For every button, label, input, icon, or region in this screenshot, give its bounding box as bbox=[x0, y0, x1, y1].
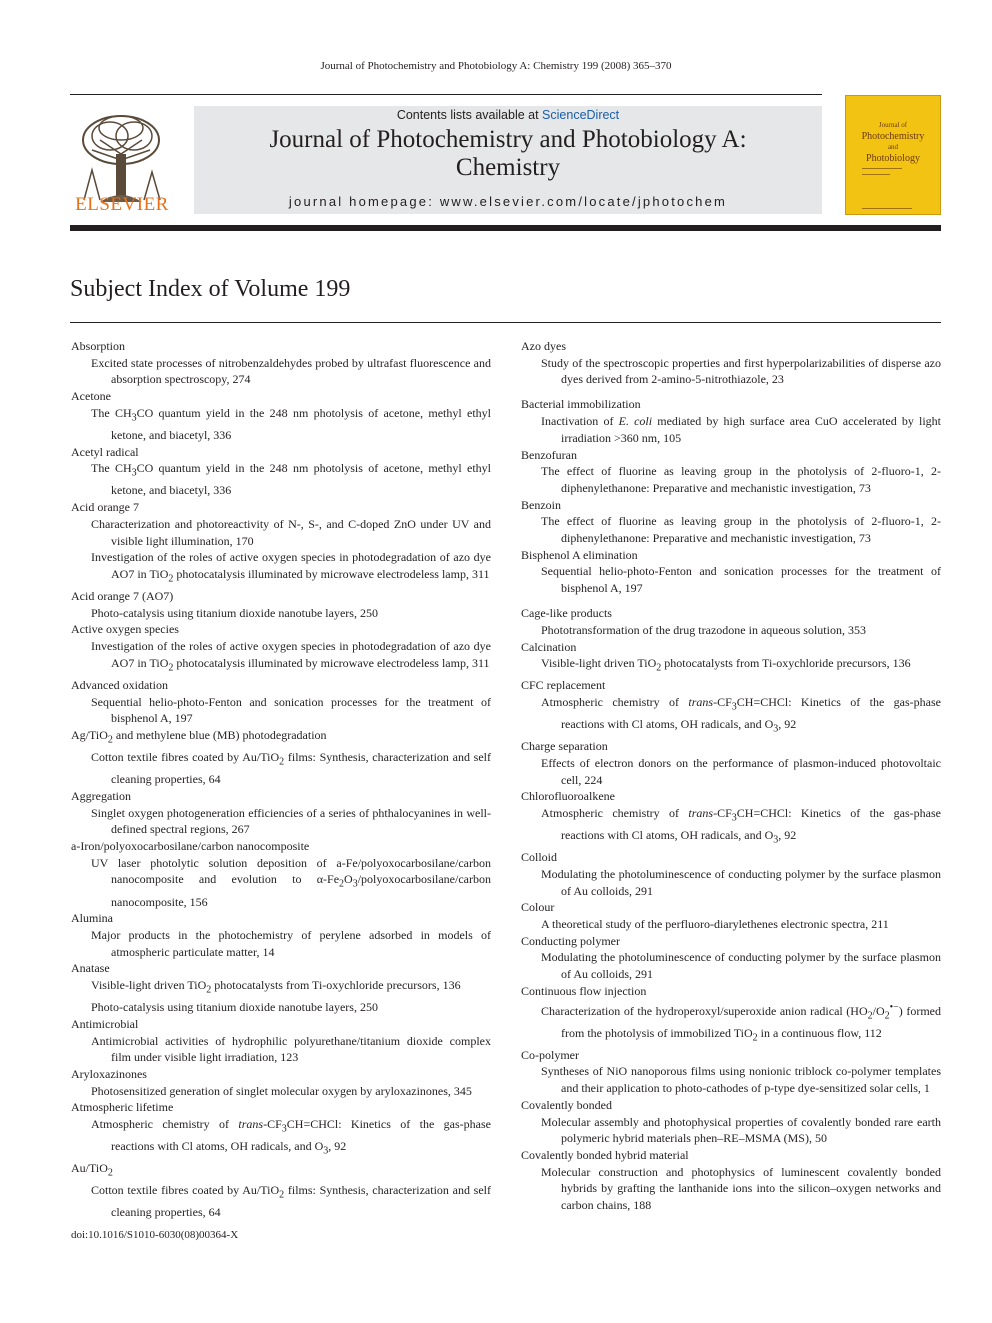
index-term: Co-polymer bbox=[521, 1047, 579, 1062]
index-term: Anatase bbox=[71, 961, 110, 976]
index-term: Chlorofluoroalkene bbox=[521, 789, 615, 804]
cover-decoration bbox=[862, 174, 890, 175]
index-term: Bisphenol A elimination bbox=[521, 547, 638, 562]
index-term: Benzofuran bbox=[521, 447, 577, 462]
running-head: Journal of Photochemistry and Photobiology A: Chemistry 199 (2008) 365–370 bbox=[320, 60, 672, 72]
index-term: a-Iron/polyoxocarbosilane/carbon nanocomposite bbox=[71, 839, 310, 854]
index-term: Absorption bbox=[71, 339, 125, 353]
journal-title-line2: Chemistry bbox=[455, 154, 561, 181]
index-term: Covalently bonded bbox=[521, 1097, 612, 1112]
index-entry: Syntheses of NiO nanoporous films using nonionic triblock co-polymer templates and their application to photo-cathodes of p-type dye-sensitized solar cells, 1 bbox=[541, 1064, 941, 1096]
index-term: Alumina bbox=[71, 911, 113, 926]
index-term: Continuous flow injection bbox=[521, 983, 647, 998]
index-term: Bacterial immobilization bbox=[521, 397, 641, 412]
doi[interactable]: doi:10.1016/S1010-6030(08)00364-X bbox=[71, 1229, 239, 1241]
index-entry: Major products in the photochemistry of perylene adsorbed in models of atmospheric particulate matter, 14 bbox=[91, 927, 491, 959]
top-rule bbox=[70, 94, 822, 95]
index-entry: Atmospheric chemistry of trans-$CF_3CH=CHCl$: Kinetics of the gas-phase reactions with Cl atoms, OH radicals, and $O_3$, 92 bbox=[91, 1117, 491, 1157]
index-entry: Atmospheric chemistry of trans-$CF_3CH=CHCl$: Kinetics of the gas-phase reactions with Cl atoms, OH radicals, and $O_3$, 92 bbox=[541, 695, 941, 735]
index-term: Cage-like products bbox=[521, 606, 612, 621]
index-entry: Singlet oxygen photogeneration efficiencies of a series of phthalocyanines in well-defined spectral regions, 267 bbox=[91, 805, 491, 837]
index-term: Conducting polymer bbox=[521, 933, 620, 948]
index-entry: Excited state processes of nitrobenzaldehydes probed by ultrafast fluorescence and absorption spectroscopy, 274 bbox=[91, 355, 491, 387]
index-entry: Modulating the photoluminescence of conducting polymer by the surface plasmon of Au colloids, 291 bbox=[541, 866, 941, 898]
masthead bbox=[70, 94, 941, 232]
index-term: Ag/TiO$_2$ and methylene blue (MB) photodegradation bbox=[71, 728, 327, 746]
index-entry: Inactivation of E. coli mediated by high surface area CuO accelerated by light irradiation >360 nm, 105 bbox=[541, 414, 941, 445]
elsevier-wordmark: ELSEVIER bbox=[75, 194, 169, 215]
index-entry: Antimicrobial activities of hydrophilic polyurethane/titanium dioxide complex film under visible light irradiation, 123 bbox=[91, 1033, 491, 1065]
cover-line3: and bbox=[887, 143, 899, 151]
cover-line1: Journal of bbox=[878, 121, 908, 129]
index-entry: Molecular assembly and photophysical properties of covalently bonded rare earth polymeric hybrid materials phen–RE–MSMA (MS), 50 bbox=[541, 1114, 941, 1146]
index-term: Charge separation bbox=[521, 739, 608, 754]
index-entry: Investigation of the roles of active oxygen species in photodegradation of azo dye AO7 in TiO$_2$ photocatalysis illuminated by microwave electrodeless lamp, 311 bbox=[91, 639, 491, 674]
index-entry: Photo-catalysis using titanium dioxide nanotube layers, 250 bbox=[91, 1000, 378, 1015]
index-entry: Atmospheric chemistry of trans-$CF_3CH=CHCl$: Kinetics of the gas-phase reactions with Cl atoms, OH radicals, and $O_3$, 92 bbox=[541, 806, 941, 846]
index-entry: UV laser photolytic solution deposition of a-Fe/polyoxocarbosilane/carbon nanocomposite and evolution to $\alpha-Fe_2O_3/polyoxocarbosilane$/carbon nanocomposite, 156 bbox=[91, 855, 491, 909]
index-entry: Visible-light driven TiO$_2$ photocatalysts from Ti-oxychloride precursors, 136 bbox=[91, 978, 461, 996]
title-rule bbox=[70, 322, 941, 323]
index-term: Benzoin bbox=[521, 497, 561, 512]
index-entry: Photo-catalysis using titanium dioxide nanotube layers, 250 bbox=[91, 605, 378, 620]
journal-title-line1: Journal of Photochemistry and Photobiology A: bbox=[269, 126, 747, 153]
thick-rule bbox=[70, 225, 941, 231]
sciencedirect-link[interactable]: ScienceDirect bbox=[542, 108, 620, 122]
index-term: Colloid bbox=[521, 850, 558, 865]
index-term: Acetyl radical bbox=[71, 444, 139, 459]
cover-line4: Photobiology bbox=[866, 153, 920, 164]
index-entry: Sequential helio-photo-Fenton and sonication processes for the treatment of bisphenol A, 197 bbox=[541, 564, 941, 596]
index-entry: Effects of electron donors on the performance of plasmon-induced photovoltaic cell, 224 bbox=[541, 755, 941, 787]
index-term: Aggregation bbox=[71, 788, 131, 803]
index-term: Azo dyes bbox=[521, 339, 566, 353]
index-column-left bbox=[71, 338, 491, 1221]
journal-homepage[interactable]: journal homepage: www.elsevier.com/locate/jphotochem bbox=[288, 194, 728, 209]
index-term: Atmospheric lifetime bbox=[71, 1100, 174, 1115]
index-term: Au/TiO$_2$ bbox=[71, 1161, 113, 1179]
index-term: Antimicrobial bbox=[71, 1016, 139, 1031]
index-entry: Characterization of the hydroperoxyl/superoxide anion radical $(HO_2/O_2^{•-})$ formed from the photolysis of immobilized TiO$_2$ in a continuous flow, 112 bbox=[541, 1001, 941, 1044]
index-entry: Cotton textile fibres coated by Au/TiO$_2$ films: Synthesis, characterization and self cleaning properties, 64 bbox=[91, 750, 492, 787]
index-term: Calcination bbox=[521, 639, 577, 654]
cover-decoration bbox=[862, 208, 912, 209]
index-entry: Modulating the photoluminescence of conducting polymer by the surface plasmon of Au colloids, 291 bbox=[541, 950, 941, 982]
index-entry: Sequential helio-photo-Fenton and sonication processes for the treatment of bisphenol A, 197 bbox=[91, 694, 491, 726]
index-entry: Phototransformation of the drug trazodone in aqueous solution, 353 bbox=[541, 622, 866, 637]
index-entry: The $CH_3CO$ quantum yield in the 248 nm photolysis of acetone, methyl ethyl ketone, and biacetyl, 336 bbox=[91, 405, 491, 442]
cover-title bbox=[846, 120, 940, 164]
index-term: Acid orange 7 bbox=[71, 500, 139, 515]
index-entry: Photosensitized generation of singlet molecular oxygen by aryloxazinones, 345 bbox=[91, 1083, 472, 1098]
index-entry: A theoretical study of the perfluoro-diarylethenes electronic spectra, 211 bbox=[541, 917, 889, 932]
index-entry: Study of the spectroscopic properties and first hyperpolarizabilities of disperse azo dyes derived from 2-amino-5-nitrothiazole, 23 bbox=[541, 355, 941, 387]
index-entry: The effect of fluorine as leaving group in the photolysis of 2-fluoro-1, 2-diphenylethanone: Preparative and mechanistic investigation, 73 bbox=[541, 464, 941, 495]
index-term: CFC replacement bbox=[521, 678, 606, 693]
cover-line2: Photochemistry bbox=[861, 131, 925, 142]
index-term: Acetone bbox=[71, 389, 111, 404]
index-term: Colour bbox=[521, 900, 555, 915]
journal-cover-thumbnail bbox=[845, 95, 941, 215]
journal-title bbox=[194, 126, 822, 182]
index-entry: The $CH_3CO$ quantum yield in the 248 nm photolysis of acetone, methyl ethyl ketone, and biacetyl, 336 bbox=[91, 461, 491, 498]
index-term: Aryloxazinones bbox=[71, 1066, 147, 1081]
index-entry: Molecular construction and photophysics of luminescent covalently bonded hybrids by grafting the lanthanide ions into the silicon–oxygen networks and carbon chains, 188 bbox=[541, 1164, 941, 1213]
index-title: Subject Index of Volume 199 bbox=[70, 276, 351, 302]
index-term: Active oxygen species bbox=[71, 622, 179, 637]
index-entry: Characterization and photoreactivity of N-, S-, and C-doped ZnO under UV and visible light illumination, 170 bbox=[91, 516, 491, 548]
index-term: Acid orange 7 (AO7) bbox=[71, 589, 174, 604]
index-term: Advanced oxidation bbox=[71, 677, 168, 692]
index-entry: The effect of fluorine as leaving group in the photolysis of 2-fluoro-1, 2-diphenylethanone: Preparative and mechanistic investigation, 73 bbox=[541, 514, 941, 546]
index-entry: Visible-light driven TiO$_2$ photocatalysts from Ti-oxychloride precursors, 136 bbox=[541, 656, 911, 674]
contents-line bbox=[194, 106, 822, 124]
index-term: Covalently bonded hybrid material bbox=[521, 1147, 689, 1162]
index-entry: Investigation of the roles of active oxygen species in photodegradation of azo dye AO7 in TiO$_2$ photocatalysis illuminated by microwave electrodeless lamp, 311 bbox=[91, 550, 491, 585]
journal-title-box bbox=[194, 106, 822, 214]
index-entry: Cotton textile fibres coated by Au/TiO$_2$ films: Synthesis, characterization and self cleaning properties, 64 bbox=[91, 1183, 492, 1220]
contents-prefix: Contents lists available at bbox=[396, 108, 543, 122]
cover-decoration bbox=[862, 168, 902, 169]
index-column-right bbox=[521, 338, 941, 1214]
